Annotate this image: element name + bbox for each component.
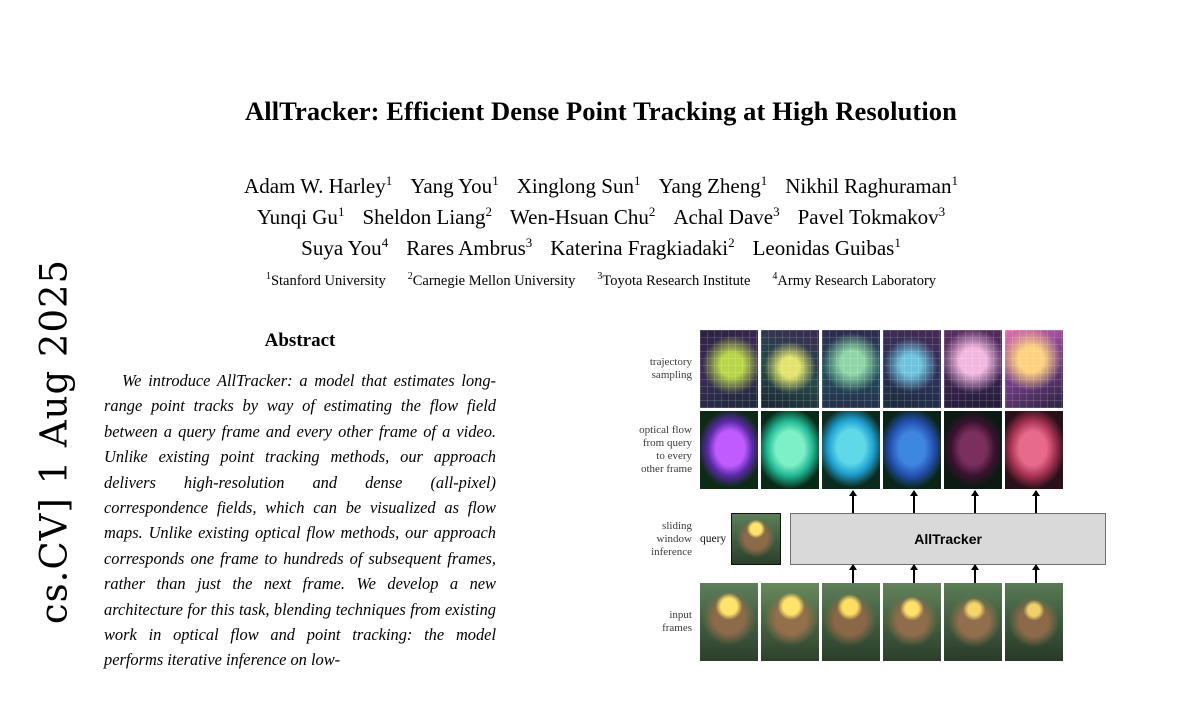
trajectory-frame-strip (700, 330, 1063, 408)
optical-flow-label: optical flow from query to every other frame (639, 424, 692, 475)
body-columns (96, 330, 1106, 670)
author: Yunqi Gu$^1$ (256, 204, 345, 229)
sliding-window-row (604, 513, 1106, 565)
author-line-3 (96, 233, 1106, 264)
sliding-window-label: sliding window inference (651, 519, 692, 558)
optical-flow-frame (761, 411, 819, 489)
optical-flow-frame (944, 411, 1002, 489)
author: Sheldon Liang$^2$ (362, 204, 493, 229)
author: Nikhil Raghuraman$^1$ (785, 173, 958, 198)
trajectory-sampling-label: trajectory sampling (649, 356, 692, 381)
model-output-arrows (700, 489, 1066, 513)
optical-flow-frame (883, 411, 941, 489)
trajectory-sampling-row (604, 330, 1106, 408)
query-frame-thumbnail (731, 513, 781, 565)
output-arrow-icon (1035, 491, 1037, 513)
author: Yang Zheng$^1$ (658, 173, 768, 198)
optical-flow-frame-strip (700, 411, 1063, 489)
page-title: AllTracker: Efficient Dense Point Tracking at High Resolution (245, 96, 957, 126)
arxiv-identifier-stamp: cs.CV] 1 Aug 2025 (32, 258, 76, 625)
model-box: AllTracker (790, 513, 1106, 565)
input-frame (700, 583, 758, 661)
paper-page (96, 0, 1106, 670)
input-frame-strip (700, 583, 1063, 661)
author: Adam W. Harley$^1$ (244, 173, 393, 198)
author: Pavel Tokmakov$^3$ (797, 204, 946, 229)
input-frame (883, 583, 941, 661)
model-input-arrows (700, 565, 1066, 583)
author: Xinglong Sun$^1$ (516, 173, 641, 198)
input-frame (1005, 583, 1063, 661)
left-column (104, 330, 496, 673)
output-arrow-icon (974, 491, 976, 513)
input-frame (761, 583, 819, 661)
affiliation: $^2$Carnegie Mellon University (407, 271, 576, 289)
author: Yang You$^1$ (410, 173, 499, 198)
abstract-heading: Abstract (264, 330, 336, 351)
author-list (96, 171, 1106, 264)
author: Achal Dave$^3$ (673, 204, 780, 229)
author-line-2 (96, 202, 1106, 233)
teaser-figure (604, 330, 1106, 661)
input-frame (944, 583, 1002, 661)
output-arrow-icon (913, 491, 915, 513)
optical-flow-frame (822, 411, 880, 489)
abstract-text: We introduce AllTracker: a model that estimates long-range point tracks by way of estimating the flow field between a query frame and every other frame of a video. Unlike existing point tracking methods, our approach delivers high-resolution and dense (all-pixel) correspondence fields, which can be visualized as flow maps. Unlike existing optical flow methods, our approach corresponds one frame to hundreds of subsequent frames, rather than just the next frame. We develop a new architecture for this task, blending techniques from existing work in optical flow and point tracking: the model performs iterative inference on low- (104, 371, 496, 670)
author: Rares Ambrus$^3$ (406, 235, 533, 260)
input-frame (822, 583, 880, 661)
author: Leonidas Guibas$^1$ (752, 235, 901, 260)
trajectory-frame (1005, 330, 1063, 408)
trajectory-frame (761, 330, 819, 408)
author: Katerina Fragkiadaki$^2$ (550, 235, 735, 260)
optical-flow-row (604, 411, 1106, 489)
optical-flow-frame (700, 411, 758, 489)
trajectory-frame (883, 330, 941, 408)
author: Wen-Hsuan Chu$^2$ (510, 204, 656, 229)
trajectory-frame (944, 330, 1002, 408)
author: Suya You$^4$ (301, 235, 389, 260)
affiliation: $^1$Stanford University (265, 271, 386, 289)
author-line-1 (96, 171, 1106, 202)
input-frames-row (604, 583, 1106, 661)
output-arrow-icon (852, 491, 854, 513)
query-label: query (700, 533, 727, 545)
affiliation: $^4$Army Research Laboratory (772, 271, 937, 289)
trajectory-frame (822, 330, 880, 408)
input-frames-label: input frames (662, 609, 692, 634)
trajectory-frame (700, 330, 758, 408)
optical-flow-frame (1005, 411, 1063, 489)
affiliation-list (96, 273, 1106, 290)
affiliation: $^3$Toyota Research Institute (597, 271, 751, 289)
